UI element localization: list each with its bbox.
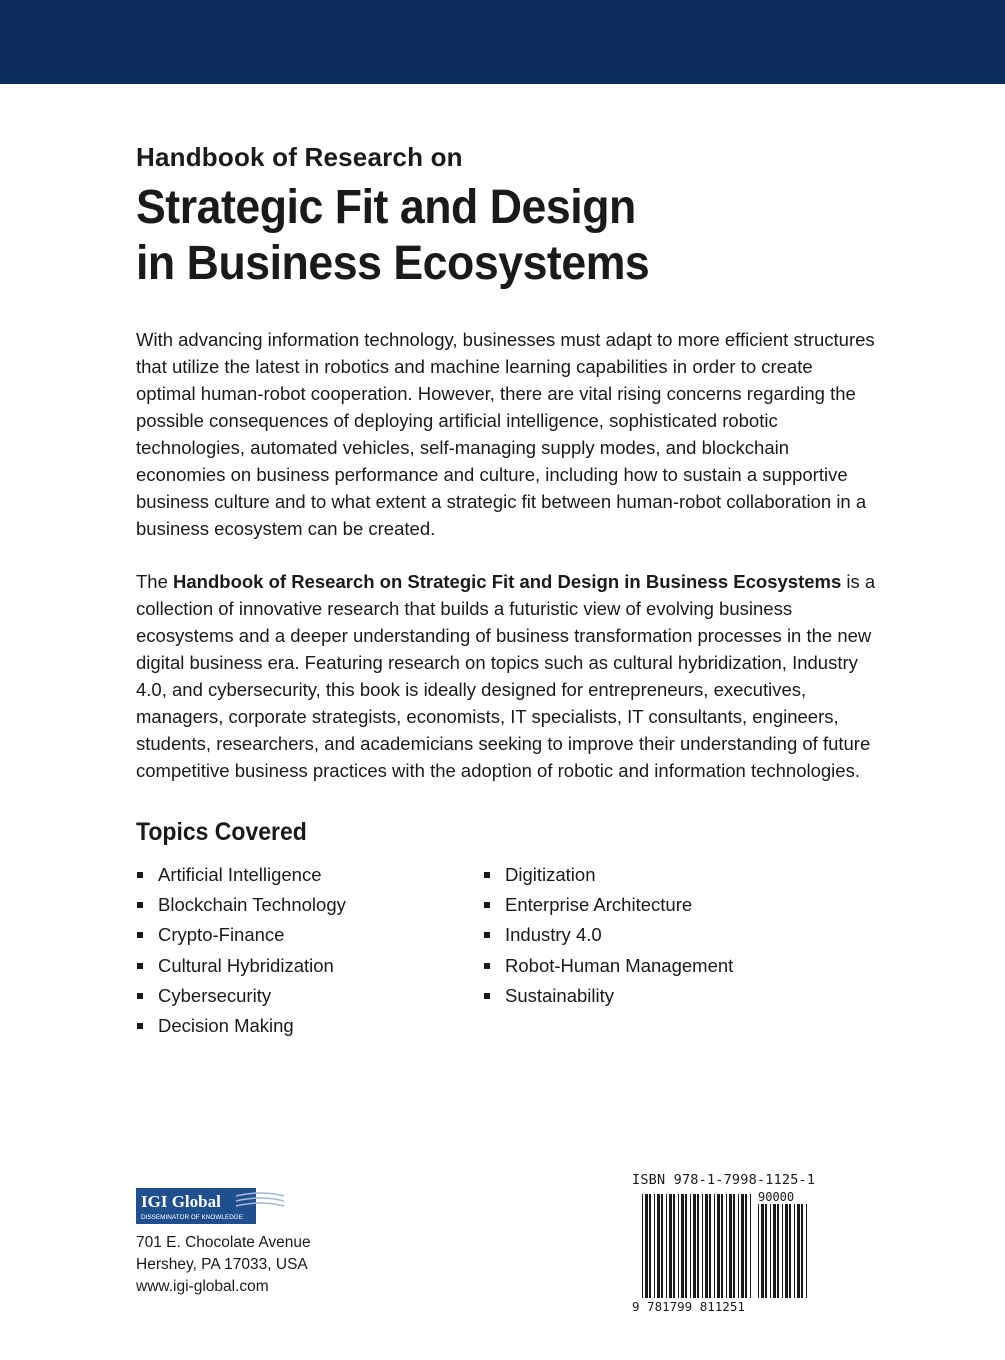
barcode-bar [685, 1194, 687, 1298]
topic-item [136, 920, 346, 950]
barcode-bar [693, 1194, 696, 1298]
series-title: Handbook of Research on [136, 142, 463, 172]
barcode-bar [773, 1204, 776, 1298]
address-street: 701 E. Chocolate Avenue [136, 1234, 311, 1251]
barcode-bar [697, 1194, 699, 1298]
topics-column-1 [136, 860, 346, 1041]
barcode-bar [770, 1204, 771, 1298]
book-title-line-1: Strategic Fit and Design [136, 181, 636, 234]
topic-label: Enterprise Architecture [505, 894, 693, 916]
barcode-bar [806, 1204, 807, 1298]
topic-label: Robot-Human Management [505, 954, 734, 976]
barcode-bar [797, 1204, 800, 1298]
isbn-barcode [632, 1172, 816, 1316]
topic-item [136, 1011, 346, 1041]
topic-label: Crypto-Finance [158, 924, 285, 946]
price-barcode-bars [758, 1204, 807, 1298]
paragraph-2-book-title: Handbook of Research on Strategic Fit and Design in Business Ecosystems [173, 571, 842, 592]
topic-item [483, 920, 733, 950]
barcode-bar [729, 1194, 732, 1298]
barcode-bar [669, 1194, 672, 1298]
topic-label: Digitization [505, 864, 596, 885]
description-paragraph-2 [136, 568, 876, 784]
description-paragraph-1: With advancing information technology, businesses must adapt to more efficient structures that utilize the latest in robotics and machine learning capabilities in order to create optimal human-robot cooperation. However, there are vital rising concerns regarding the possible consequences of deploying artificial intelligence, sophisticated robotic technologies, automated vehicles, self-managing supply modes, and blockchain economies on business performance and culture, including how to sustain a supportive business culture and to what extent a strategic fit between human-robot collaboration in a business ecosystem can be created. [136, 329, 875, 539]
topic-item [136, 890, 346, 920]
square-bullet-icon [137, 872, 143, 878]
topic-label: Cybersecurity [158, 984, 272, 1006]
topic-item [483, 981, 733, 1011]
barcode-bar [726, 1194, 727, 1298]
topic-label: Artificial Intelligence [158, 864, 322, 885]
barcode-bar [750, 1194, 751, 1298]
barcode-bar [761, 1204, 764, 1298]
barcode-bar [721, 1194, 723, 1298]
barcode-bar [673, 1194, 675, 1298]
barcode-bar [801, 1204, 803, 1298]
square-bullet-icon [137, 1023, 143, 1029]
barcode-bar [681, 1194, 684, 1298]
logo-swoosh-icon [236, 1193, 284, 1206]
barcode-bar [657, 1194, 660, 1298]
barcode-bar [741, 1194, 744, 1298]
igi-global-logo [136, 1188, 286, 1224]
topic-item [483, 951, 733, 981]
logo-tagline: DISSEMINATOR OF KNOWLEDGE [141, 1214, 244, 1221]
barcode-bar [709, 1194, 711, 1298]
barcode-bar [785, 1204, 788, 1298]
publisher-address [136, 1232, 311, 1298]
barcode-bar [758, 1204, 759, 1298]
square-bullet-icon [137, 963, 143, 969]
book-title-line-2: in Business Ecosystems [136, 237, 650, 290]
square-bullet-icon [484, 872, 490, 878]
topic-label: Cultural Hybridization [158, 954, 334, 976]
barcode-bar [717, 1194, 720, 1298]
paragraph-2-prefix: The [136, 571, 174, 592]
barcode-bar [777, 1204, 779, 1298]
back-cover-content [136, 140, 876, 1050]
paragraph-2-text: is a collection of innovative research that builds a futuristic view of evolving business ecosystems and a deeper understanding of business transformation processes in the new digital business era. Featuring research on topics such as cultural hybridization, Industry 4.0, and cybersecurity, this book is ideally designed for entrepreneurs, executives, managers, corporate strategists, economists, IT specialists, IT consultants, engineers, students, researchers, and academicians seeking to improve their understanding of future competitive business practices with the adoption of robotic and information technologies. [136, 571, 876, 781]
barcode-bar [661, 1194, 663, 1298]
square-bullet-icon [484, 963, 490, 969]
barcode-digits: 9 781799 811251 [632, 1299, 745, 1314]
square-bullet-icon [484, 902, 490, 908]
topics-list [136, 860, 876, 1050]
topic-label: Industry 4.0 [505, 924, 602, 946]
barcode-bar [642, 1194, 643, 1298]
topics-column-2 [483, 860, 733, 1011]
square-bullet-icon [484, 993, 490, 999]
barcode-bar [678, 1194, 679, 1298]
topic-item [483, 860, 733, 890]
topic-label: Sustainability [505, 984, 615, 1006]
barcode-bar [645, 1194, 648, 1298]
barcode-bar [789, 1204, 791, 1298]
barcode-bar [666, 1194, 667, 1298]
barcode-bar [702, 1194, 703, 1298]
barcode-bar [714, 1194, 715, 1298]
square-bullet-icon [137, 993, 143, 999]
topic-label: Blockchain Technology [158, 894, 346, 916]
square-bullet-icon [137, 902, 143, 908]
topic-item [136, 981, 346, 1011]
address-city: Hershey, PA 17033, USA [136, 1256, 308, 1273]
barcode-bar [733, 1194, 735, 1298]
publisher-website: www.igi-global.com [136, 1278, 269, 1295]
square-bullet-icon [484, 932, 490, 938]
publisher-block [136, 1188, 311, 1298]
barcode-bar [690, 1194, 691, 1298]
barcode-bar [705, 1194, 708, 1298]
topic-item [136, 860, 346, 890]
book-title [136, 180, 824, 292]
barcode-bar [649, 1194, 651, 1298]
topic-item [483, 890, 733, 920]
barcode-bar [745, 1194, 747, 1298]
topics-heading: Topics Covered [136, 818, 307, 846]
topic-item [136, 951, 346, 981]
barcode-bar [654, 1194, 655, 1298]
barcode-bar [794, 1204, 795, 1298]
barcode-graphic [632, 1190, 810, 1316]
isbn-label: ISBN 978-1-7998-1125-1 [632, 1172, 816, 1188]
barcode-bar [738, 1194, 739, 1298]
topic-label: Decision Making [158, 1015, 294, 1037]
barcode-bar [782, 1204, 783, 1298]
logo-name: IGI Global [141, 1192, 221, 1211]
square-bullet-icon [137, 932, 143, 938]
price-code-digits: 90000 [758, 1190, 795, 1204]
barcode-bar [765, 1204, 767, 1298]
top-color-band [0, 0, 1005, 84]
